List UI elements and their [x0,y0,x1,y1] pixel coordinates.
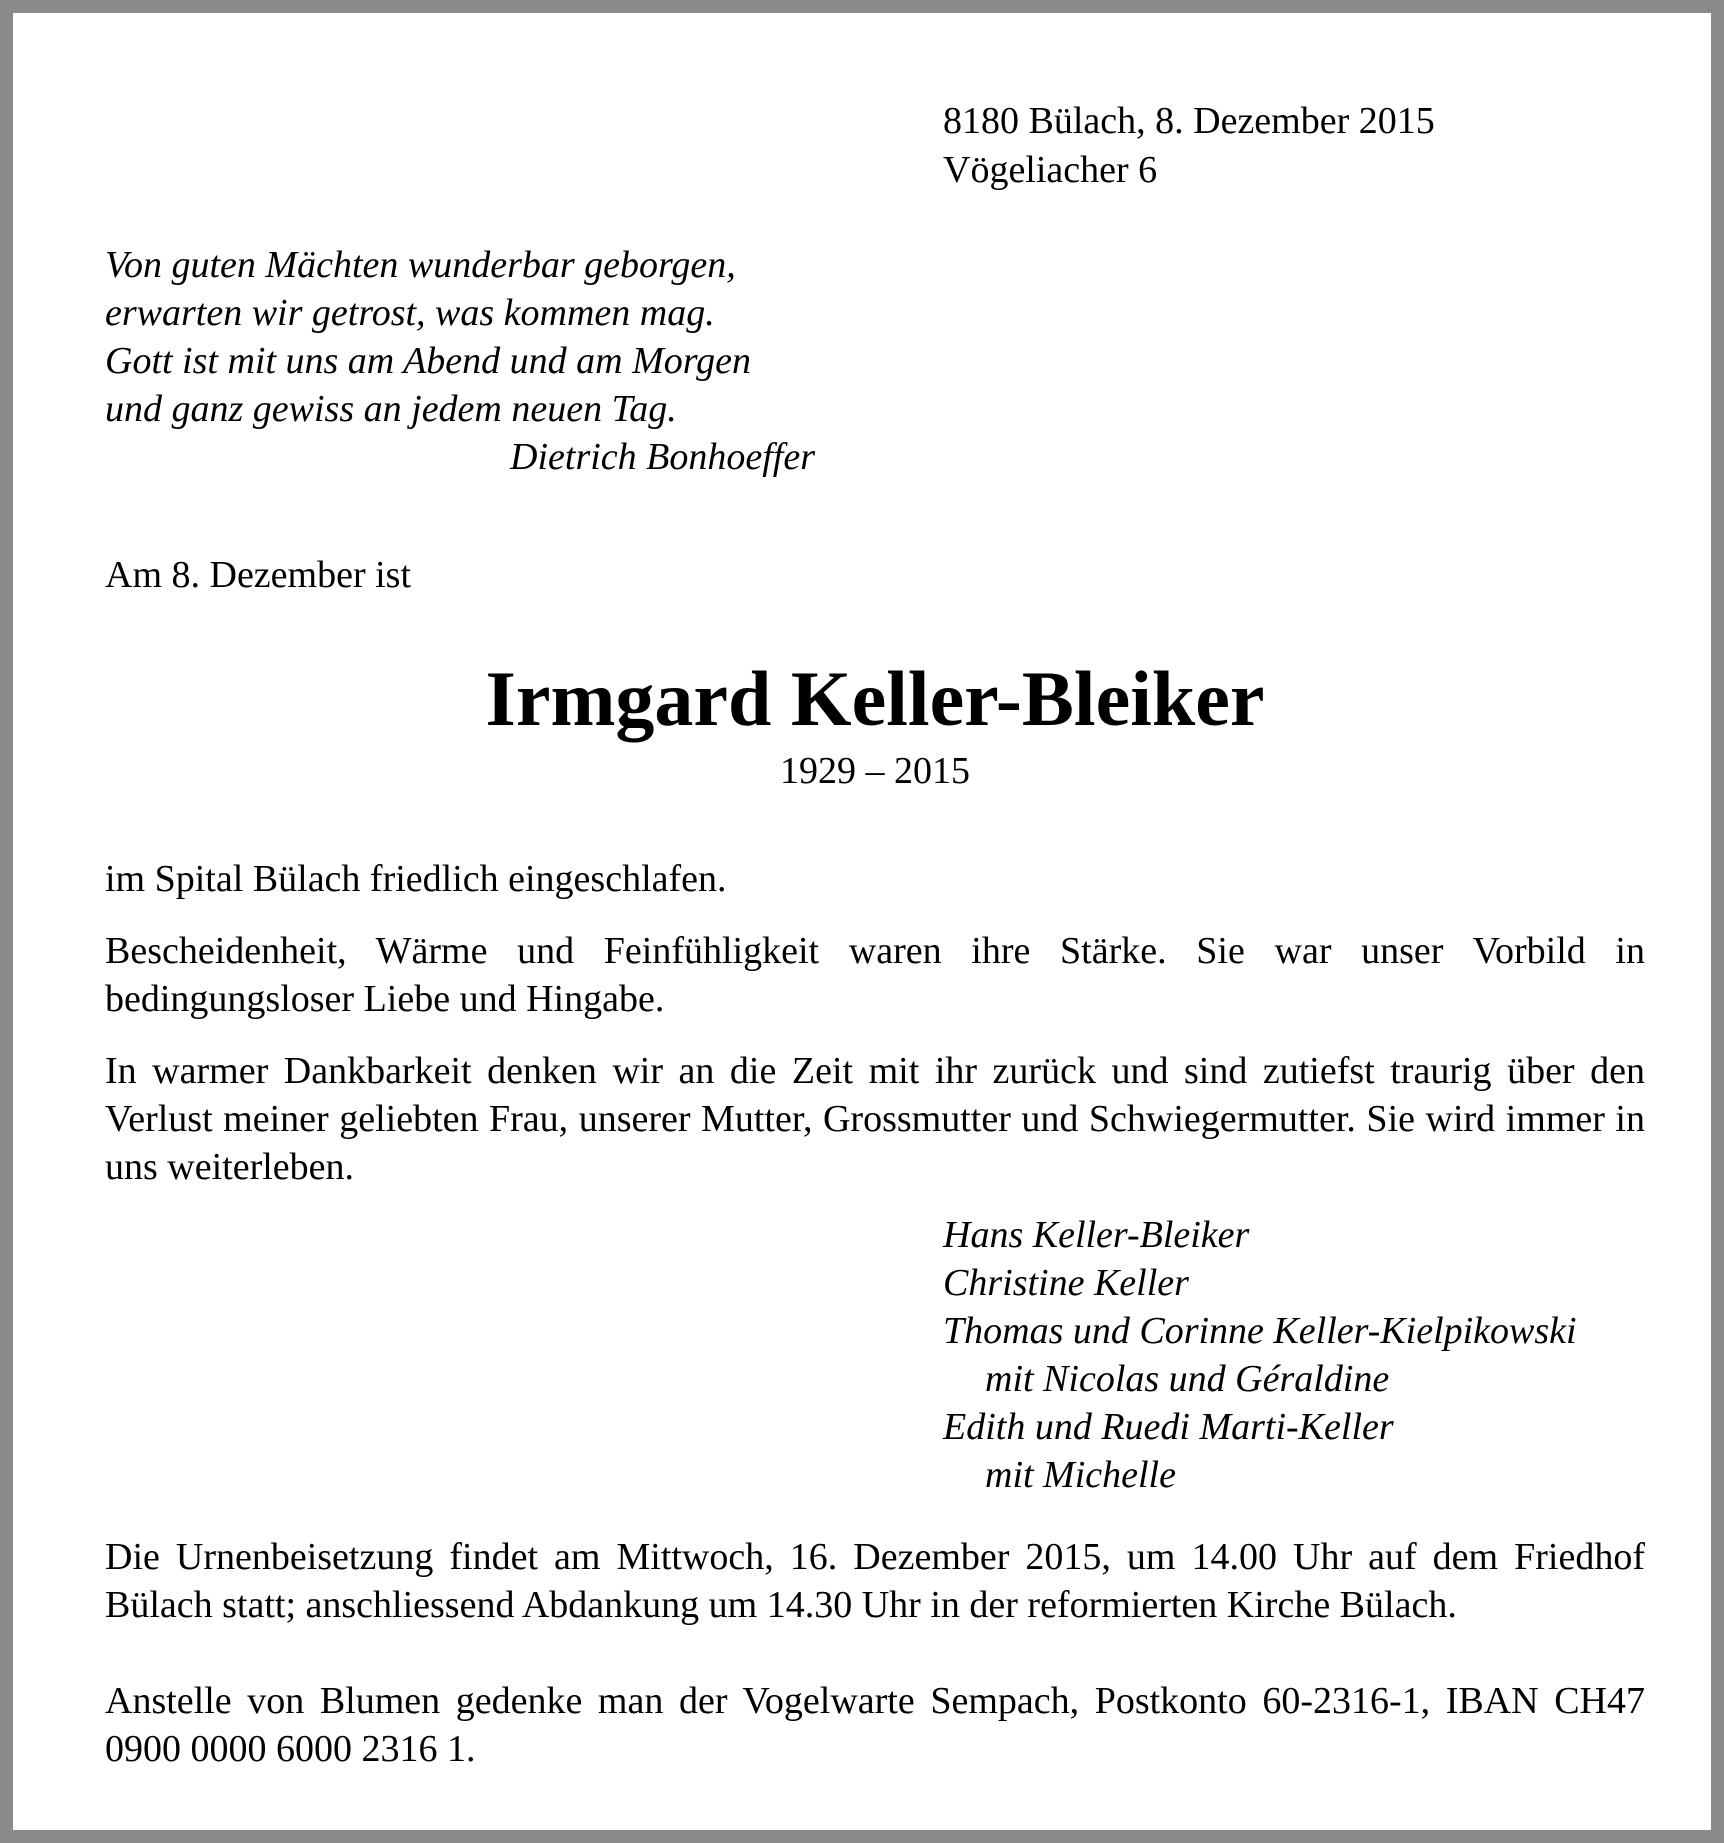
donation-info: Anstelle von Blumen gedenke man der Vogelwarte Sempach, Postkonto 60-2316-1, IBAN CH47 0900 0000 6000 2316 1. [105,1680,1645,1770]
intro-text: Am 8. Dezember ist [105,554,412,596]
life-years: 1929 – 2015 [780,750,970,792]
funeral-details: Die Urnenbeisetzung findet am Mittwoch, 16. Dezember 2015, um 14.00 Uhr auf dem Friedhof Bülach statt; anschliessend Abdankung um 14.30 Uhr in der reformierten Kirche Bülach. [105,1536,1645,1626]
signer-children: mit Nicolas und Géraldine [985,1358,1390,1400]
paragraph-character: Bescheidenheit, Wärme und Feinfühligkeit waren ihre Stärke. Sie war unser Vorbild in bedingungsloser Liebe und Hingabe. [105,930,1645,1020]
signer: Thomas und Corinne Keller-Kielpikowski [943,1310,1577,1352]
signer: Christine Keller [943,1262,1189,1304]
poem-line: Von guten Mächten wunderbar geborgen, [105,244,736,286]
paragraph-gratitude: In warmer Dankbarkeit denken wir an die Zeit mit ihr zurück und sind zutiefst traurig über den Verlust meiner geliebten Frau, unserer Mutter, Grossmutter und Schwiegermutter. Sie wird immer in uns weiterleben. [105,1050,1645,1188]
place-date: 8180 Bülach, 8. Dezember 2015 [943,100,1435,142]
paragraph-passing: im Spital Bülach friedlich eingeschlafen. [105,858,727,900]
poem-line: und ganz gewiss an jedem neuen Tag. [105,388,677,430]
poem-line: Gott ist mit uns am Abend und am Morgen [105,340,751,382]
signer: Hans Keller-Bleiker [943,1214,1250,1256]
poem-author: Dietrich Bonhoeffer [510,436,815,478]
poem-quote [105,241,815,481]
poem-line: erwarten wir getrost, was kommen mag. [105,292,715,334]
deceased-name: Irmgard Keller-Bleiker [485,655,1265,742]
address: Vögeliacher 6 [943,149,1158,191]
signer-children: mit Michelle [985,1454,1176,1496]
header-block [943,97,1435,195]
signers-list [943,1211,1577,1499]
signer: Edith und Ruedi Marti-Keller [943,1406,1394,1448]
